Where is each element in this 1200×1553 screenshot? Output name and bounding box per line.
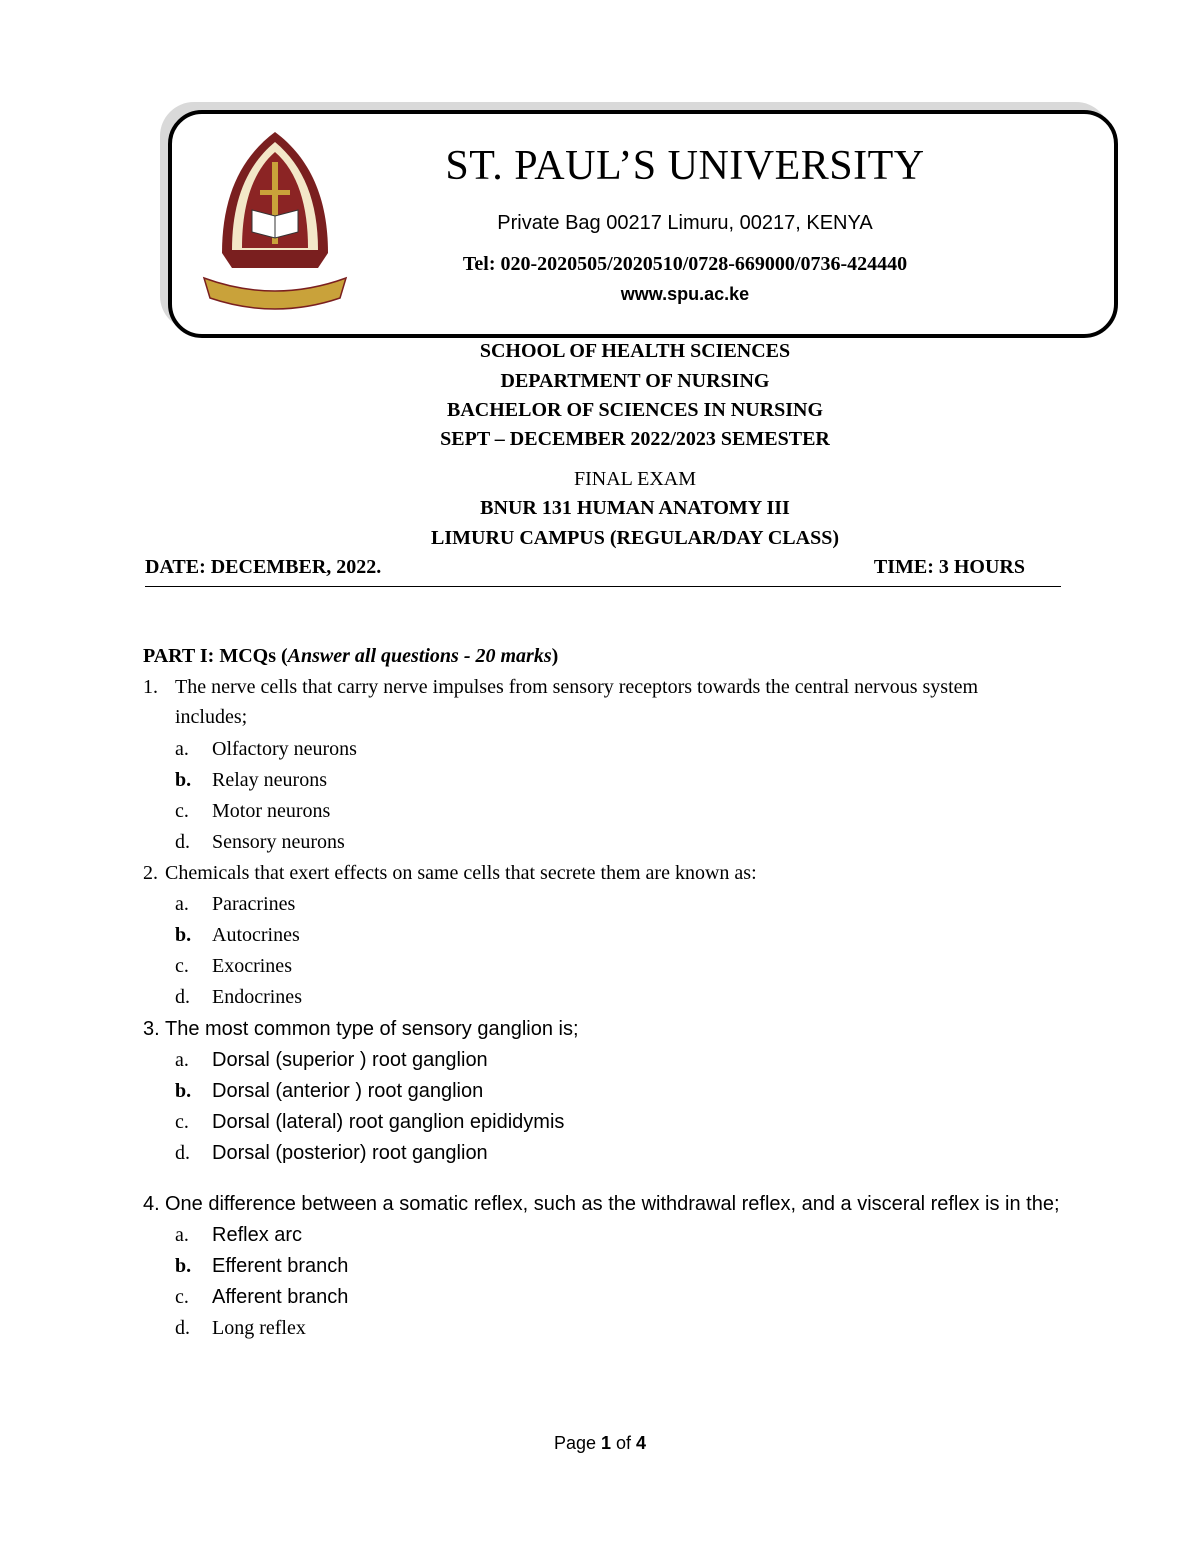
department-name: DEPARTMENT OF NURSING <box>500 370 770 392</box>
university-telephone: Tel: 020-2020505/2020510/0728-669000/0736-424440 <box>462 253 908 275</box>
question-1-stem-continued: includes; <box>175 706 248 728</box>
exam-duration: TIME: 3 HOURS <box>873 556 1025 578</box>
question-3-option-b: Dorsal (anterior ) root ganglion <box>212 1080 484 1102</box>
option-letter: a. <box>175 893 189 915</box>
option-letter: d. <box>175 1142 190 1164</box>
question-1-number: 1. <box>143 676 158 698</box>
university-name: ST. PAUL’S UNIVERSITY <box>445 143 925 189</box>
course-title: BNUR 131 HUMAN ANATOMY III <box>480 497 790 519</box>
option-letter: a. <box>175 1224 189 1246</box>
option-letter: c. <box>175 955 189 977</box>
question-2-option-d: Endocrines <box>212 986 302 1008</box>
option-letter: b. <box>175 924 192 946</box>
option-letter: b. <box>175 769 192 791</box>
question-2-option-a: Paracrines <box>212 893 296 915</box>
question-2-option-c: Exocrines <box>212 955 292 977</box>
option-letter: b. <box>175 1255 192 1277</box>
programme-name: BACHELOR OF SCIENCES IN NURSING <box>447 399 823 421</box>
question-1-option-c: Motor neurons <box>212 800 331 822</box>
part-1-heading: PART I: MCQs (Answer all questions - 20 marks) <box>143 645 559 667</box>
option-letter: b. <box>175 1080 192 1102</box>
question-1-option-d: Sensory neurons <box>212 831 345 853</box>
question-3-number: 3. <box>143 1018 160 1040</box>
question-4-option-c: Afferent branch <box>212 1286 349 1308</box>
university-crest-icon <box>200 128 350 318</box>
question-3-option-a: Dorsal (superior ) root ganglion <box>212 1049 488 1071</box>
question-1-option-a: Olfactory neurons <box>212 738 357 760</box>
option-letter: d. <box>175 831 190 853</box>
option-letter: c. <box>175 800 189 822</box>
question-4-stem: One difference between a somatic reflex, such as the withdrawal reflex, and a visceral reflex is in the; <box>165 1193 1060 1215</box>
exam-type: FINAL EXAM <box>573 468 697 490</box>
date-time-row <box>145 556 1061 587</box>
question-3-option-d: Dorsal (posterior) root ganglion <box>212 1142 488 1164</box>
question-2-option-b: Autocrines <box>212 924 300 946</box>
option-letter: c. <box>175 1111 189 1133</box>
question-2-number: 2. <box>143 862 158 884</box>
option-letter: a. <box>175 738 189 760</box>
option-letter: a. <box>175 1049 189 1071</box>
option-letter: c. <box>175 1286 189 1308</box>
question-3-stem: The most common type of sensory ganglion is; <box>165 1018 579 1040</box>
question-4-option-b: Efferent branch <box>212 1255 349 1277</box>
university-address: Private Bag 00217 Limuru, 00217, KENYA <box>497 212 873 234</box>
exam-date: DATE: DECEMBER, 2022. <box>145 556 382 578</box>
school-name: SCHOOL OF HEALTH SCIENCES <box>479 340 791 362</box>
question-2-stem: Chemicals that exert effects on same cells that secrete them are known as: <box>165 862 757 884</box>
page-number: Page 1 of 4 <box>553 1433 647 1453</box>
question-1-stem: The nerve cells that carry nerve impulses from sensory receptors towards the central nervous system <box>175 676 979 698</box>
campus-label: LIMURU CAMPUS (REGULAR/DAY CLASS) <box>431 527 839 549</box>
university-website[interactable]: www.spu.ac.ke <box>620 284 750 304</box>
question-1-option-b: Relay neurons <box>212 769 327 791</box>
question-4-option-a: Reflex arc <box>212 1224 303 1246</box>
semester-label: SEPT – DECEMBER 2022/2023 SEMESTER <box>440 428 830 450</box>
question-4-number: 4. <box>143 1193 160 1215</box>
option-letter: d. <box>175 1317 190 1339</box>
question-4-option-d: Long reflex <box>212 1317 306 1339</box>
question-3-option-c: Dorsal (lateral) root ganglion epididymis <box>212 1111 565 1133</box>
option-letter: d. <box>175 986 190 1008</box>
